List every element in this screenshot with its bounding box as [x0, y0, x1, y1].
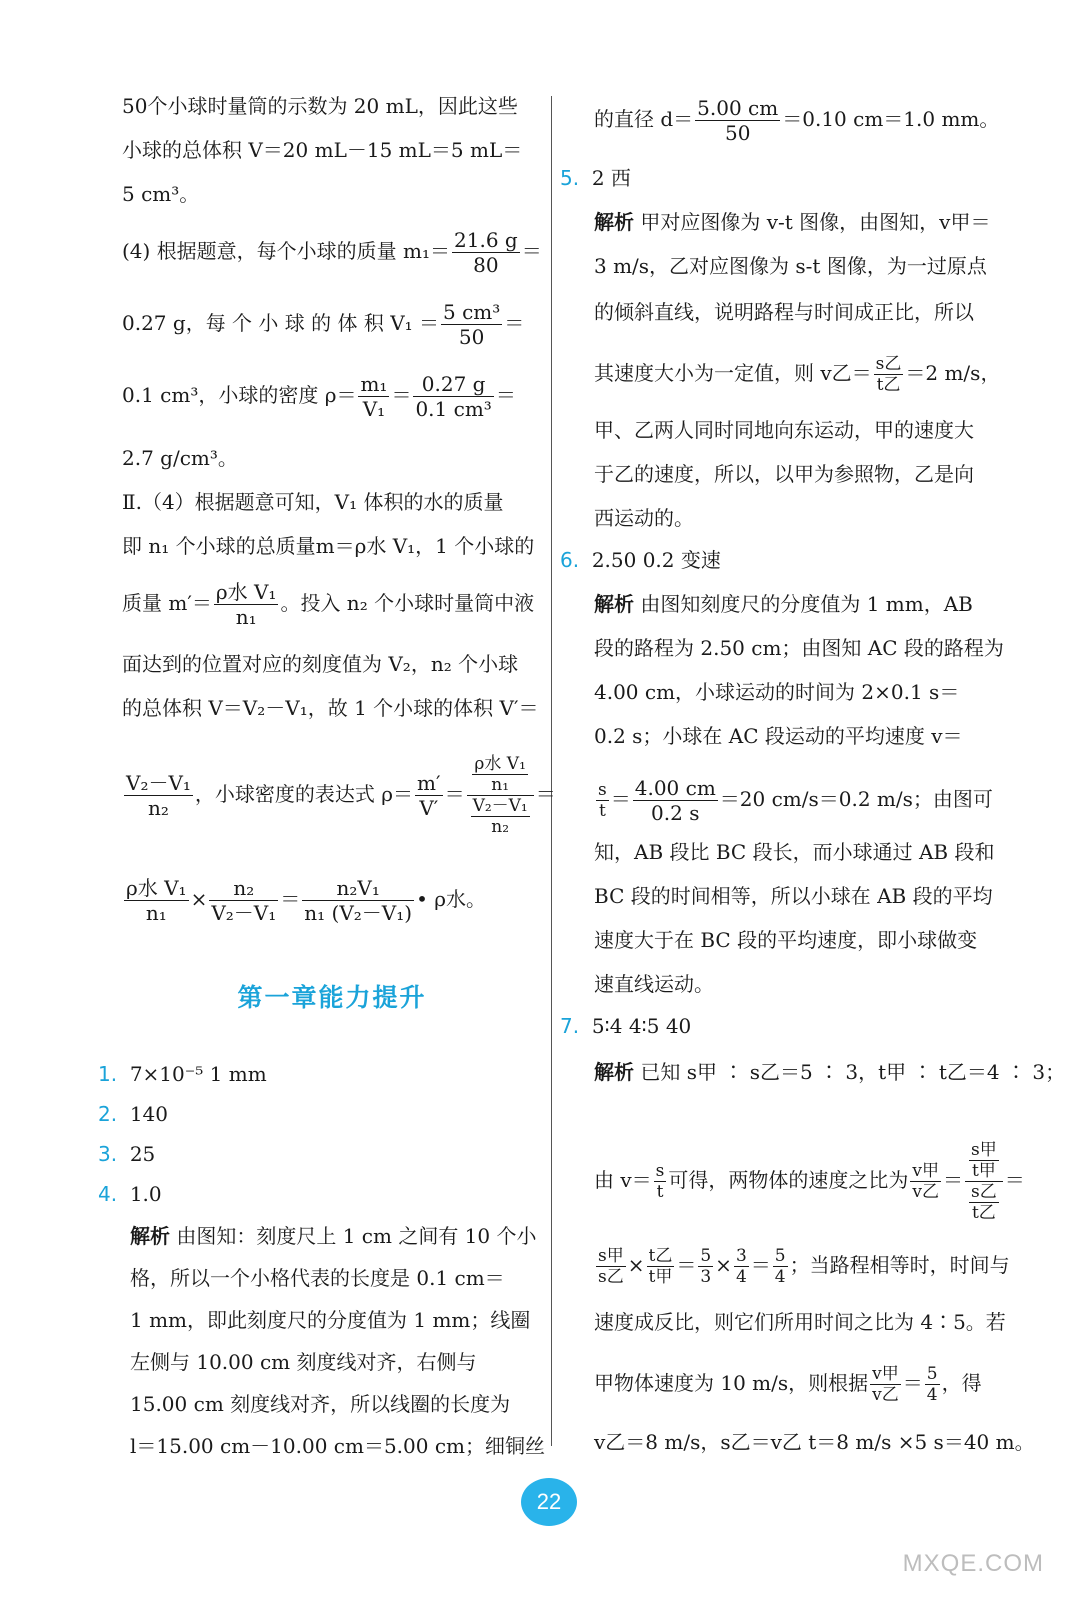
text-line: 速直线运动。 — [594, 972, 714, 996]
compound-fraction: $\frac{\frac{\text{s甲}}{\text{t甲}}}{\frac{\text{s乙}}{\text{t乙}}}$ — [965, 1140, 1003, 1223]
compound-fraction: $\frac{\frac{\text{ρ水 V₁}}{\text{n₁}}}{\frac{\text{V₂－V₁}}{\text{n₂}}}$ — [467, 754, 534, 837]
fraction: $\frac{\text{s乙}}{\text{t乙}}$ — [875, 354, 902, 395]
analysis-line: 解析 甲对应图像为 v-t 图像，由图知，v甲＝ — [594, 210, 991, 234]
text-line: 格，所以一个小格代表的长度是 0.1 cm＝ — [130, 1266, 505, 1290]
formula-line: $\frac{s}{t}$ ＝ $\frac{4.00 cm}{0.2 s}$ ＝20 cm/s＝0.2 m/s；由图可 — [598, 776, 993, 825]
fraction: $\frac{3}{4}$ — [735, 1246, 747, 1287]
fraction: $\frac{s}{t}$ — [598, 780, 607, 821]
analysis-line: 解析 已知 s甲 ∶ s乙＝5 ∶ 3，t甲 ∶ t乙＝4 ∶ 3； — [594, 1060, 1066, 1084]
text-line: 西运动的。 — [594, 506, 694, 530]
answer-2: 2. 140 — [98, 1102, 168, 1126]
answer-5: 5. 2 西 — [560, 166, 631, 190]
fraction: $\frac{21.6 g}{80}$ — [454, 228, 518, 277]
text-line: l＝15.00 cm－10.00 cm＝5.00 cm；细铜丝 — [130, 1434, 546, 1458]
formula-line: (4) 根据题意，每个小球的质量 m₁＝ $\frac{21.6 g}{80}$ ＝ — [122, 228, 542, 277]
formula-line: 甲物体速度为 10 m/s，则根据 $\frac{\text{v甲}}{\text{v乙}}$ ＝ $\frac{5}{4}$ ，得 — [594, 1364, 982, 1405]
text-line: 50个小球时量筒的示数为 20 mL，因此这些 — [122, 94, 518, 118]
text-line: 的总体积 V＝V₂－V₁，故 1 个小球的体积 V′＝ — [122, 696, 539, 720]
text-line: Ⅱ.（4）根据题意可知，V₁ 体积的水的质量 — [122, 490, 504, 514]
analysis-line: 解析 由图知刻度尺的分度值为 1 mm，AB — [594, 592, 973, 616]
fraction: $\frac{\text{t乙}}{\text{t甲}}$ — [648, 1246, 673, 1287]
fraction: $\frac{\text{ρ水 V₁}}{\text{n₁}}$ — [215, 580, 277, 629]
answer-3: 3. 25 — [98, 1142, 156, 1166]
formula-line: 0.27 g，每 个 小 球 的 体 积 V₁ ＝ $\frac{\text{5 cm³}}{50}$ ＝ — [122, 300, 525, 349]
formula-line: 0.1 cm³，小球的密度 ρ＝ $\frac{\text{m₁}}{\text{V₁}}$ ＝ $\frac{0.27 g}{\text{0.1 cm³}}$ ＝ — [122, 372, 516, 421]
text-line: 2.7 g/cm³。 — [122, 446, 238, 470]
text-line: 于乙的速度，所以，以甲为参照物，乙是向 — [594, 462, 974, 486]
fraction: $\frac{\text{s甲}}{\text{s乙}}$ — [598, 1246, 624, 1287]
fraction: $\frac{5.00 cm}{50}$ — [697, 96, 779, 145]
formula-line: 由 v＝ $\frac{s}{t}$ 可得，两物体的速度之比为 $\frac{\text{v甲}}{\text{v乙}}$ ＝ $\frac{\frac{\text{s甲}}{\text{t甲}}}{\frac{\text{s乙}}{\text{t乙}}}$ ＝ — [594, 1140, 1025, 1223]
fraction: $\frac{4.00 cm}{0.2 s}$ — [634, 776, 716, 825]
text-line: 小球的总体积 V＝20 mL－15 mL＝5 mL＝ — [122, 138, 523, 162]
fraction: $\frac{m'}{V'}$ — [417, 771, 441, 820]
fraction: $\frac{\text{V₂－V₁}}{\text{n₂}}$ — [126, 771, 191, 820]
fraction: $\frac{\text{m₁}}{\text{V₁}}$ — [360, 372, 388, 421]
answer-6: 6. 2.50 0.2 变速 — [560, 548, 721, 572]
text-line: 0.2 s；小球在 AC 段运动的平均速度 v＝ — [594, 724, 963, 748]
fraction: $\frac{\text{n₂}}{\text{V₂－V₁}}$ — [211, 876, 277, 925]
text-line: BC 段的时间相等，所以小球在 AB 段的平均 — [594, 884, 993, 908]
text-line: 面达到的位置对应的刻度值为 V₂，n₂ 个小球 — [122, 652, 519, 676]
fraction: $\frac{\text{v甲}}{\text{v乙}}$ — [872, 1364, 899, 1405]
fraction: $\frac{5}{3}$ — [700, 1246, 712, 1287]
answer-7: 7. 5∶4 4∶5 40 — [560, 1014, 692, 1038]
formula-line: $\frac{\text{ρ水 V₁}}{\text{n₁}}$ × $\frac{\text{n₂}}{\text{V₂－V₁}}$ ＝ $\frac{\text{n₂V₁}}{\text{n₁ (V₂－V₁)}}$ • ρ水。 — [126, 876, 486, 925]
text-line: 段的路程为 2.50 cm；由图知 AC 段的路程为 — [594, 636, 1004, 660]
text-line: v乙＝8 m/s，s乙＝v乙 t＝8 m/s ×5 s＝40 m。 — [594, 1430, 1035, 1454]
watermark: MXQE.COM — [902, 1550, 1044, 1577]
formula-line: 的直径 d＝ $\frac{5.00 cm}{50}$ ＝0.10 cm＝1.0 mm。 — [594, 96, 1000, 145]
fraction: $\frac{5}{4}$ — [774, 1246, 786, 1287]
answer-4: 4. 1.0 — [98, 1182, 162, 1206]
answer-1: 1. 7×10⁻⁵ 1 mm — [98, 1062, 267, 1086]
text-line: 1 mm，即此刻度尺的分度值为 1 mm；线圈 — [130, 1308, 531, 1332]
text-line: 3 m/s，乙对应图像为 s-t 图像，为一过原点 — [594, 254, 987, 278]
text-line: 5 cm³。 — [122, 182, 200, 206]
formula-line: $\frac{\text{s甲}}{\text{s乙}}$ × $\frac{\text{t乙}}{\text{t甲}}$ ＝ $\frac{5}{3}$ × $\frac{3}{4}$ ＝ $\frac{5}{4}$ ；当路程相等时，时间与 — [598, 1246, 1010, 1287]
fraction: $\frac{\text{ρ水 V₁}}{\text{n₁}}$ — [126, 876, 187, 925]
formula-line: 质量 m′＝ $\frac{\text{ρ水 V₁}}{\text{n₁}}$ 。投入 n₂ 个小球时量筒中液 — [122, 580, 535, 629]
text-line: 速度大于在 BC 段的平均速度，即小球做变 — [594, 928, 978, 952]
text-line: 甲、乙两人同时同地向东运动，甲的速度大 — [594, 418, 974, 442]
text-line: 即 n₁ 个小球的总质量m＝ρ水 V₁，1 个小球的 — [122, 534, 535, 558]
fraction: $\frac{\text{5 cm³}}{50}$ — [443, 300, 501, 349]
fraction: $\frac{\text{v甲}}{\text{v乙}}$ — [912, 1161, 939, 1202]
fraction: $\frac{s}{t}$ — [655, 1161, 665, 1202]
analysis-line: 解析 由图知：刻度尺上 1 cm 之间有 10 个小 — [130, 1224, 537, 1248]
fraction: $\frac{5}{4}$ — [926, 1364, 938, 1405]
text-line: 速度成反比，则它们所用时间之比为 4∶5。若 — [594, 1310, 1006, 1334]
text-line: 15.00 cm 刻度线对齐，所以线圈的长度为 — [130, 1392, 511, 1416]
formula-line: 其速度大小为一定值，则 v乙＝ $\frac{\text{s乙}}{\text{t乙}}$ ＝2 m/s， — [594, 354, 1001, 395]
text-line: 左侧与 10.00 cm 刻度线对齐，右侧与 — [130, 1350, 477, 1374]
text-line: 的倾斜直线，说明路程与时间成正比，所以 — [594, 300, 974, 324]
text-line: 知，AB 段比 BC 段长，而小球通过 AB 段和 — [594, 840, 995, 864]
page-number: 22 — [521, 1478, 577, 1526]
formula-line: $\frac{\text{V₂－V₁}}{\text{n₂}}$ ，小球密度的表达式 ρ＝ $\frac{m'}{V'}$ ＝ $\frac{\frac{\text{ρ水 V₁}}{\text{n₁}}}{\frac{\text{V₂－V₁}}{\text{n₂}}}$ ＝ — [126, 754, 556, 837]
section-heading: 第一章能力提升 — [237, 983, 427, 1012]
text-line: 4.00 cm，小球运动的时间为 2×0.1 s＝ — [594, 680, 960, 704]
fraction: $\frac{\text{n₂V₁}}{\text{n₁ (V₂－V₁)}}$ — [304, 876, 413, 925]
fraction: $\frac{0.27 g}{\text{0.1 cm³}}$ — [415, 372, 492, 421]
